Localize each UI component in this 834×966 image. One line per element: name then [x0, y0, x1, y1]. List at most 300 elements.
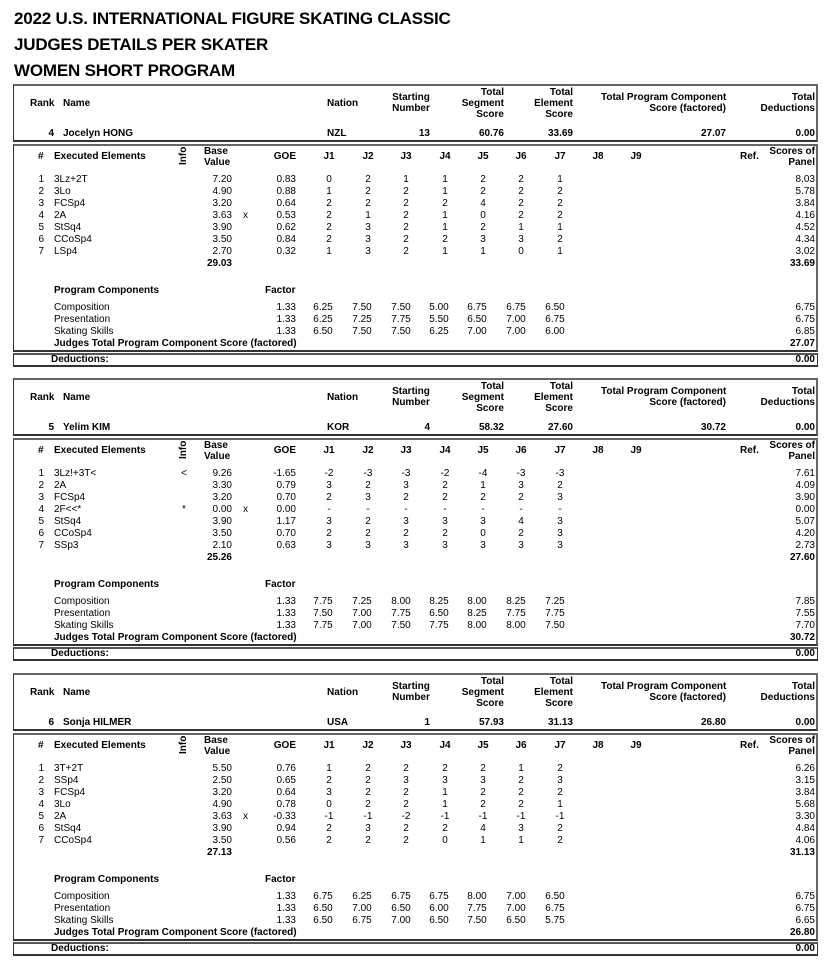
- judge-goe: 1: [557, 174, 563, 185]
- starting-number-label-1: Starting: [392, 681, 430, 692]
- total-element-score-label: Total: [549, 87, 573, 98]
- component-factor: 1.33: [276, 326, 296, 337]
- component-judge-score: 6.50: [545, 302, 565, 313]
- total-element-score-label: Element: [534, 392, 573, 403]
- judge-goe: 2: [403, 492, 409, 503]
- element-code: 2A: [54, 811, 67, 822]
- component-judge-score: 7.00: [391, 915, 411, 926]
- goe-value: 0.64: [276, 787, 296, 798]
- total-element-score-label: Score: [545, 403, 573, 414]
- judge-goe: 2: [365, 186, 371, 197]
- component-panel-score: 6.75: [795, 314, 815, 325]
- total-pcs: 30.72: [700, 422, 726, 433]
- total-segment-score-label: Score: [476, 403, 504, 414]
- starting-number-label-2: Number: [392, 692, 430, 703]
- judge-label: J6: [515, 151, 527, 162]
- judge-goe: 1: [442, 787, 448, 798]
- goe-value: 0.64: [276, 198, 296, 209]
- goe-value: 0.53: [276, 210, 296, 221]
- bonus-marker: x: [243, 210, 248, 221]
- goe-label: GOE: [273, 445, 296, 456]
- component-judge-score: 8.25: [429, 596, 449, 607]
- component-judge-score: 6.25: [429, 326, 449, 337]
- judge-goe: -3: [363, 468, 373, 479]
- judge-goe: 2: [442, 492, 448, 503]
- program-components-label: Program Components: [54, 874, 160, 885]
- judge-goe: 2: [403, 198, 409, 209]
- total-deductions: 0.00: [795, 422, 815, 433]
- judge-goe: 1: [518, 763, 524, 774]
- element-number: 2: [38, 480, 44, 491]
- component-judge-score: 6.75: [429, 891, 449, 902]
- component-panel-score: 6.75: [795, 302, 815, 313]
- judge-goe: 3: [557, 492, 563, 503]
- total-element-score: 31.13: [547, 717, 573, 728]
- nation-label: Nation: [327, 687, 359, 698]
- base-value: 7.20: [212, 174, 232, 185]
- base-value: 2.10: [212, 540, 232, 551]
- element-code: 3T+2T: [54, 763, 84, 774]
- judge-goe: 4: [480, 823, 486, 834]
- judge-goe: -: [481, 504, 485, 515]
- total-segment-score-label: Segment: [461, 98, 504, 109]
- judge-goe: -2: [401, 811, 411, 822]
- element-code: CCoSp4: [54, 234, 92, 245]
- total-segment-score: 58.32: [478, 422, 504, 433]
- panel-total: 33.69: [789, 258, 815, 269]
- judge-label: J1: [323, 445, 335, 456]
- judge-goe: 2: [403, 835, 409, 846]
- component-panel-score: 7.55: [795, 608, 815, 619]
- base-value: 3.90: [212, 222, 232, 233]
- judge-goe: 2: [557, 823, 563, 834]
- base-value-total: 25.26: [206, 552, 232, 563]
- judge-goe: 3: [403, 480, 409, 491]
- judge-goe: -1: [555, 811, 565, 822]
- judges-total-pcs-label: Judges Total Program Component Score (factored): [54, 927, 297, 938]
- component-judge-score: 6.75: [545, 903, 565, 914]
- panel-score: 4.52: [795, 222, 815, 233]
- judge-goe: 2: [480, 222, 486, 233]
- component-judge-score: 7.50: [391, 326, 411, 337]
- judge-goe: 0: [480, 210, 486, 221]
- judge-label: J3: [400, 740, 412, 751]
- goe-value: 0.79: [276, 480, 296, 491]
- num-label: #: [38, 740, 44, 751]
- deductions-label: Deductions:: [51, 354, 109, 365]
- judge-goe: 2: [365, 835, 371, 846]
- component-name: Composition: [54, 302, 110, 313]
- judge-goe: 3: [480, 540, 486, 551]
- judge-label: J8: [592, 740, 604, 751]
- component-panel-score: 6.65: [795, 915, 815, 926]
- judge-label: J6: [515, 740, 527, 751]
- panel-score: 5.68: [795, 799, 815, 810]
- judge-goe: 2: [518, 210, 524, 221]
- element-code: 3Lo: [54, 799, 71, 810]
- bonus-marker: x: [243, 811, 248, 822]
- element-code: CCoSp4: [54, 835, 92, 846]
- component-judge-score: 6.75: [352, 915, 372, 926]
- total-deductions-label-1: Total: [791, 386, 815, 397]
- component-judge-score: 6.50: [467, 314, 487, 325]
- judge-goe: 2: [403, 222, 409, 233]
- total-pcs-label-2: Score (factored): [649, 692, 726, 703]
- element-number: 2: [38, 186, 44, 197]
- component-name: Skating Skills: [54, 326, 114, 337]
- judge-label: J5: [477, 740, 489, 751]
- element-code: 3Lo: [54, 186, 71, 197]
- base-value-label-1: Base: [204, 735, 228, 746]
- segment-title: WOMEN SHORT PROGRAM: [14, 61, 235, 80]
- element-code: StSq4: [54, 823, 82, 834]
- judge-goe: 3: [557, 540, 563, 551]
- component-judge-score: 7.75: [313, 620, 333, 631]
- executed-elements-label: Executed Elements: [54, 151, 146, 162]
- element-number: 6: [38, 234, 44, 245]
- element-number: 1: [38, 174, 44, 185]
- num-label: #: [38, 151, 44, 162]
- ref-label: Ref.: [740, 151, 759, 162]
- total-segment-score-label: Total: [480, 381, 504, 392]
- factor-label: Factor: [265, 874, 296, 885]
- judge-goe: 1: [326, 186, 332, 197]
- total-pcs-label-2: Score (factored): [649, 397, 726, 408]
- component-name: Presentation: [54, 314, 111, 325]
- judge-goe: 3: [442, 516, 448, 527]
- info-label: Info: [178, 440, 189, 459]
- deductions-box: [13, 647, 818, 661]
- component-factor: 1.33: [276, 915, 296, 926]
- deductions-value: 0.00: [795, 943, 815, 954]
- component-judge-score: 7.00: [352, 608, 372, 619]
- base-value: 3.90: [212, 516, 232, 527]
- judge-label: J1: [323, 740, 335, 751]
- goe-value: 0.70: [276, 528, 296, 539]
- judge-label: J4: [439, 740, 451, 751]
- judge-goe: 2: [557, 835, 563, 846]
- judge-goe: 2: [557, 210, 563, 221]
- component-judge-score: 6.25: [352, 891, 372, 902]
- executed-elements-label: Executed Elements: [54, 740, 146, 751]
- total-element-score-label: Score: [545, 698, 573, 709]
- judge-goe: 2: [518, 528, 524, 539]
- component-judge-score: 7.00: [352, 903, 372, 914]
- judge-goe: -2: [324, 468, 334, 479]
- judge-goe: 1: [442, 174, 448, 185]
- component-judge-score: 7.50: [352, 326, 372, 337]
- element-number: 3: [38, 198, 44, 209]
- component-judge-score: 6.50: [429, 915, 449, 926]
- total-segment-score-label: Score: [476, 698, 504, 709]
- component-judge-score: 7.50: [391, 620, 411, 631]
- total-element-score-label: Score: [545, 109, 573, 120]
- component-judge-score: 7.75: [545, 608, 565, 619]
- judge-goe: 4: [480, 198, 486, 209]
- judge-goe: 3: [326, 540, 332, 551]
- total-deductions-label-1: Total: [791, 92, 815, 103]
- judge-goe: 3: [365, 823, 371, 834]
- judge-goe: 2: [480, 763, 486, 774]
- component-judge-score: 8.25: [467, 608, 487, 619]
- judge-goe: 2: [365, 763, 371, 774]
- factor-label: Factor: [265, 579, 296, 590]
- component-judge-score: 6.25: [313, 314, 333, 325]
- base-value: 0.00: [212, 504, 232, 515]
- judge-label: J9: [630, 445, 642, 456]
- judge-goe: 3: [365, 222, 371, 233]
- goe-value: 0.76: [276, 763, 296, 774]
- base-value: 9.26: [212, 468, 232, 479]
- element-number: 7: [38, 246, 44, 257]
- goe-value: 0.94: [276, 823, 296, 834]
- judge-goe: 2: [518, 198, 524, 209]
- judge-goe: 2: [403, 234, 409, 245]
- judge-goe: -1: [363, 811, 373, 822]
- panel-score: 3.30: [795, 811, 815, 822]
- judge-goe: -: [404, 504, 408, 515]
- judges-total-pcs-label: Judges Total Program Component Score (factored): [54, 338, 297, 349]
- judge-goe: 2: [557, 763, 563, 774]
- goe-value: 0.32: [276, 246, 296, 257]
- element-number: 4: [38, 210, 44, 221]
- component-factor: 1.33: [276, 314, 296, 325]
- goe-value: 0.84: [276, 234, 296, 245]
- total-element-score-label: Element: [534, 98, 573, 109]
- judge-goe: -: [519, 504, 523, 515]
- judge-goe: 1: [480, 246, 486, 257]
- judge-goe: -1: [324, 811, 334, 822]
- starting-number-label-2: Number: [392, 103, 430, 114]
- component-judge-score: 6.75: [545, 314, 565, 325]
- skater-rank: 4: [48, 128, 54, 139]
- judge-label: J1: [323, 151, 335, 162]
- base-value: 4.90: [212, 186, 232, 197]
- judge-goe: 2: [442, 480, 448, 491]
- component-factor: 1.33: [276, 891, 296, 902]
- judge-goe: 1: [403, 174, 409, 185]
- judge-goe: -1: [516, 811, 526, 822]
- goe-value: 1.17: [276, 516, 296, 527]
- judge-goe: 2: [442, 528, 448, 539]
- component-factor: 1.33: [276, 903, 296, 914]
- panel-score: 0.00: [795, 504, 815, 515]
- judge-goe: 2: [557, 787, 563, 798]
- nation-label: Nation: [327, 98, 359, 109]
- judge-goe: 2: [518, 174, 524, 185]
- panel-score: 3.02: [795, 246, 815, 257]
- component-judge-score: 7.00: [506, 314, 526, 325]
- starting-number-label-2: Number: [392, 397, 430, 408]
- component-judge-score: 7.00: [467, 326, 487, 337]
- judge-goe: 1: [326, 763, 332, 774]
- judge-goe: 0: [442, 835, 448, 846]
- component-judge-score: 8.00: [391, 596, 411, 607]
- report-title: JUDGES DETAILS PER SKATER: [14, 35, 269, 54]
- component-name: Composition: [54, 596, 110, 607]
- judge-goe: 2: [326, 775, 332, 786]
- judge-goe: 2: [365, 787, 371, 798]
- total-pcs-label-1: Total Program Component: [601, 681, 727, 692]
- base-value: 3.20: [212, 787, 232, 798]
- goe-value: 0.65: [276, 775, 296, 786]
- panel-score: 4.84: [795, 823, 815, 834]
- base-value: 3.50: [212, 234, 232, 245]
- judge-label: J4: [439, 445, 451, 456]
- judge-goe: 2: [365, 799, 371, 810]
- judge-label: J8: [592, 445, 604, 456]
- base-value: 5.50: [212, 763, 232, 774]
- element-code: FCSp4: [54, 198, 86, 209]
- scores-of-panel-label-1: Scores of: [769, 146, 815, 157]
- ref-label: Ref.: [740, 740, 759, 751]
- judge-goe: 2: [557, 186, 563, 197]
- base-value-label-2: Value: [204, 451, 231, 462]
- total-pcs-label-1: Total Program Component: [601, 386, 727, 397]
- judge-goe: 3: [365, 246, 371, 257]
- element-code: 3Lz+2T: [54, 174, 88, 185]
- rank-label: Rank: [30, 687, 55, 698]
- total-segment-score: 60.76: [478, 128, 504, 139]
- deductions-box: [13, 353, 818, 367]
- info-label: Info: [178, 146, 189, 165]
- starting-number: 13: [418, 128, 430, 139]
- panel-score: 4.16: [795, 210, 815, 221]
- judge-goe: 2: [403, 210, 409, 221]
- panel-score: 3.84: [795, 787, 815, 798]
- total-deductions: 0.00: [795, 128, 815, 139]
- deductions-label: Deductions:: [51, 648, 109, 659]
- skater-rank: 6: [48, 717, 54, 728]
- judge-goe: 2: [326, 198, 332, 209]
- component-judge-score: 6.75: [467, 302, 487, 313]
- judge-goe: -3: [555, 468, 565, 479]
- judge-goe: 2: [403, 787, 409, 798]
- base-value: 2.70: [212, 246, 232, 257]
- component-judge-score: 5.50: [429, 314, 449, 325]
- goe-value: 0.78: [276, 799, 296, 810]
- judge-goe: 1: [518, 222, 524, 233]
- element-code: FCSp4: [54, 787, 86, 798]
- total-deductions: 0.00: [795, 717, 815, 728]
- total-segment-score: 57.93: [478, 717, 504, 728]
- panel-score: 4.34: [795, 234, 815, 245]
- judge-goe: 2: [403, 186, 409, 197]
- judge-goe: 2: [518, 799, 524, 810]
- component-judge-score: 7.75: [429, 620, 449, 631]
- judge-label: J5: [477, 151, 489, 162]
- scores-of-panel-label-2: Panel: [788, 746, 815, 757]
- component-judge-score: 5.75: [545, 915, 565, 926]
- judge-goe: 3: [557, 528, 563, 539]
- judges-total-pcs-label: Judges Total Program Component Score (factored): [54, 632, 297, 643]
- judge-goe: 2: [365, 528, 371, 539]
- judge-goe: 3: [326, 787, 332, 798]
- judge-goe: 3: [518, 540, 524, 551]
- goe-value: 0.00: [276, 504, 296, 515]
- judge-goe: 2: [480, 174, 486, 185]
- judge-goe: 2: [403, 763, 409, 774]
- goe-value: 0.70: [276, 492, 296, 503]
- judge-goe: 3: [442, 540, 448, 551]
- skater-name: Sonja HILMER: [63, 717, 132, 728]
- judge-goe: 1: [480, 835, 486, 846]
- component-judge-score: 7.75: [391, 608, 411, 619]
- total-pcs-label-1: Total Program Component: [601, 92, 727, 103]
- total-segment-score-label: Score: [476, 109, 504, 120]
- element-number: 3: [38, 492, 44, 503]
- panel-score: 4.09: [795, 480, 815, 491]
- element-number: 4: [38, 799, 44, 810]
- judge-goe: 1: [557, 799, 563, 810]
- judge-goe: 2: [442, 823, 448, 834]
- component-panel-score: 7.85: [795, 596, 815, 607]
- element-code: CCoSp4: [54, 528, 92, 539]
- judge-goe: 0: [326, 174, 332, 185]
- judge-goe: 3: [403, 775, 409, 786]
- judge-goe: 0: [518, 246, 524, 257]
- element-code: 2A: [54, 210, 67, 221]
- judge-goe: 3: [403, 516, 409, 527]
- deductions-value: 0.00: [795, 354, 815, 365]
- base-value: 3.20: [212, 198, 232, 209]
- judge-goe: 1: [365, 210, 371, 221]
- program-components-label: Program Components: [54, 285, 160, 296]
- component-judge-score: 7.00: [506, 326, 526, 337]
- num-label: #: [38, 445, 44, 456]
- component-judge-score: 8.00: [506, 620, 526, 631]
- base-value-label-2: Value: [204, 746, 231, 757]
- base-value: 3.50: [212, 528, 232, 539]
- judges-total-pcs-value: 27.07: [789, 338, 815, 349]
- panel-score: 5.78: [795, 186, 815, 197]
- judges-total-pcs-value: 26.80: [789, 927, 815, 938]
- element-code: 2A: [54, 480, 67, 491]
- deductions-box: [13, 942, 818, 956]
- judge-goe: -: [558, 504, 562, 515]
- element-number: 7: [38, 540, 44, 551]
- starting-number: 1: [424, 717, 430, 728]
- judge-goe: 3: [480, 234, 486, 245]
- base-value: 4.90: [212, 799, 232, 810]
- total-segment-score-label: Total: [480, 676, 504, 687]
- judge-goe: 3: [365, 492, 371, 503]
- judge-goe: -: [443, 504, 447, 515]
- element-info: <: [181, 468, 187, 479]
- element-code: FCSp4: [54, 492, 86, 503]
- base-value-total: 27.13: [206, 847, 232, 858]
- judge-goe: 2: [442, 198, 448, 209]
- judge-label: J3: [400, 445, 412, 456]
- name-label: Name: [63, 687, 91, 698]
- judge-goe: 2: [403, 528, 409, 539]
- panel-total: 27.60: [789, 552, 815, 563]
- panel-score: 3.84: [795, 198, 815, 209]
- base-value-total: 29.03: [206, 258, 232, 269]
- goe-value: -1.65: [273, 468, 296, 479]
- component-judge-score: 7.00: [506, 891, 526, 902]
- component-factor: 1.33: [276, 608, 296, 619]
- panel-score: 8.03: [795, 174, 815, 185]
- component-judge-score: 7.50: [352, 302, 372, 313]
- component-judge-score: 8.00: [467, 620, 487, 631]
- component-factor: 1.33: [276, 596, 296, 607]
- starting-number: 4: [424, 422, 430, 433]
- component-judge-score: 7.25: [352, 596, 372, 607]
- skater-rank: 5: [48, 422, 54, 433]
- judge-goe: 2: [326, 528, 332, 539]
- judge-goe: 1: [442, 799, 448, 810]
